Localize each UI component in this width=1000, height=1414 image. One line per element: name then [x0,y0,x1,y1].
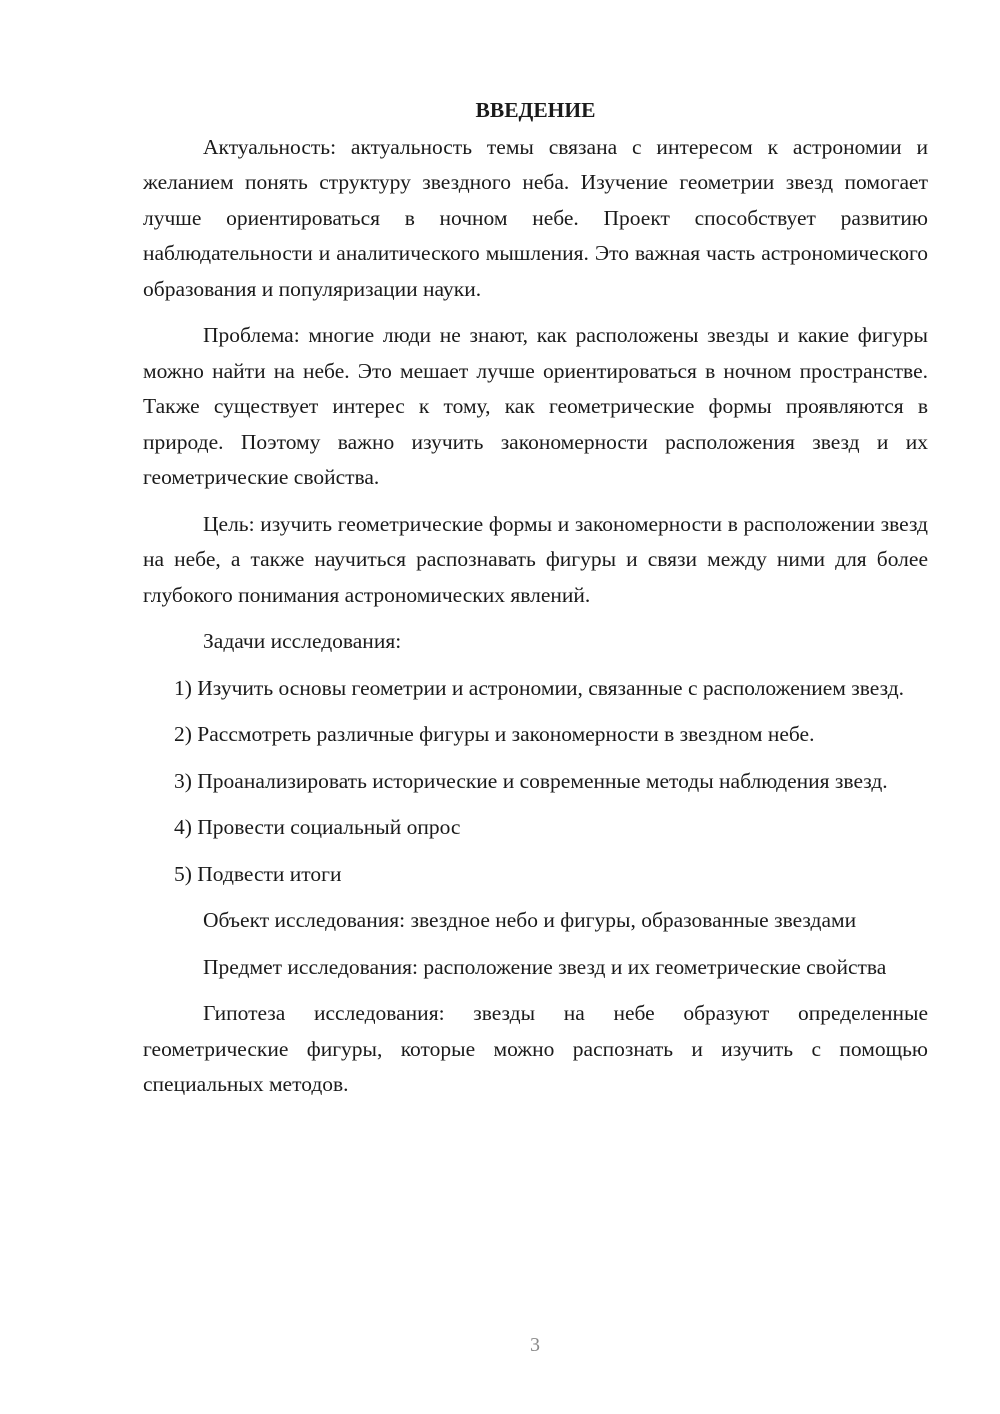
task-item-2: 2) Рассмотреть различные фигуры и закономерности в звездном небе. [174,722,815,746]
page-content [143,93,928,1114]
tasks-heading: Задачи исследования: [203,629,402,653]
relevance-paragraph: Актуальность: актуальность темы связана с интересом к астрономии и желанием понять структуру звездного неба. Изучение геометрии звезд помогает лучше ориентироваться в ночном небе. Проект способствует развитию наблюдательности и аналитического мышления. Это важная часть астрономического образования и популяризации науки. [143,134,928,301]
hypothesis-paragraph: Гипотеза исследования: звезды на небе образуют определенные геометрические фигуры, которые можно распознать и изучить с помощью специальных методов. [143,1001,928,1096]
page-title: ВВЕДЕНИЕ [475,98,596,122]
goal-paragraph: Цель: изучить геометрические формы и закономерности в расположении звезд на небе, а также научиться распознавать фигуры и связи между ними для более глубокого понимания астрономических явлений. [143,511,928,607]
page-number: 3 [530,1334,540,1356]
task-item-4: 4) Провести социальный опрос [174,815,461,839]
task-item-1: 1) Изучить основы геометрии и астрономии, связанные с расположением звезд. [174,675,905,700]
task-item-3: 3) Проанализировать исторические и современные методы наблюдения звезд. [174,768,888,793]
subject-paragraph: Предмет исследования: расположение звезд и их геометрические свойства [203,954,887,979]
task-item-5: 5) Подвести итоги [174,861,342,886]
problem-paragraph: Проблема: многие люди не знают, как расположены звезды и какие фигуры можно найти на небе. Это мешает лучше ориентироваться в ночном пространстве. Также существует интерес к тому, как геометрические формы проявляются в природе. Поэтому важно изучить закономерности расположения звезд и их геометрические свойства. [143,323,928,489]
object-paragraph: Объект исследования: звездное небо и фигуры, образованные звездами [203,908,857,932]
